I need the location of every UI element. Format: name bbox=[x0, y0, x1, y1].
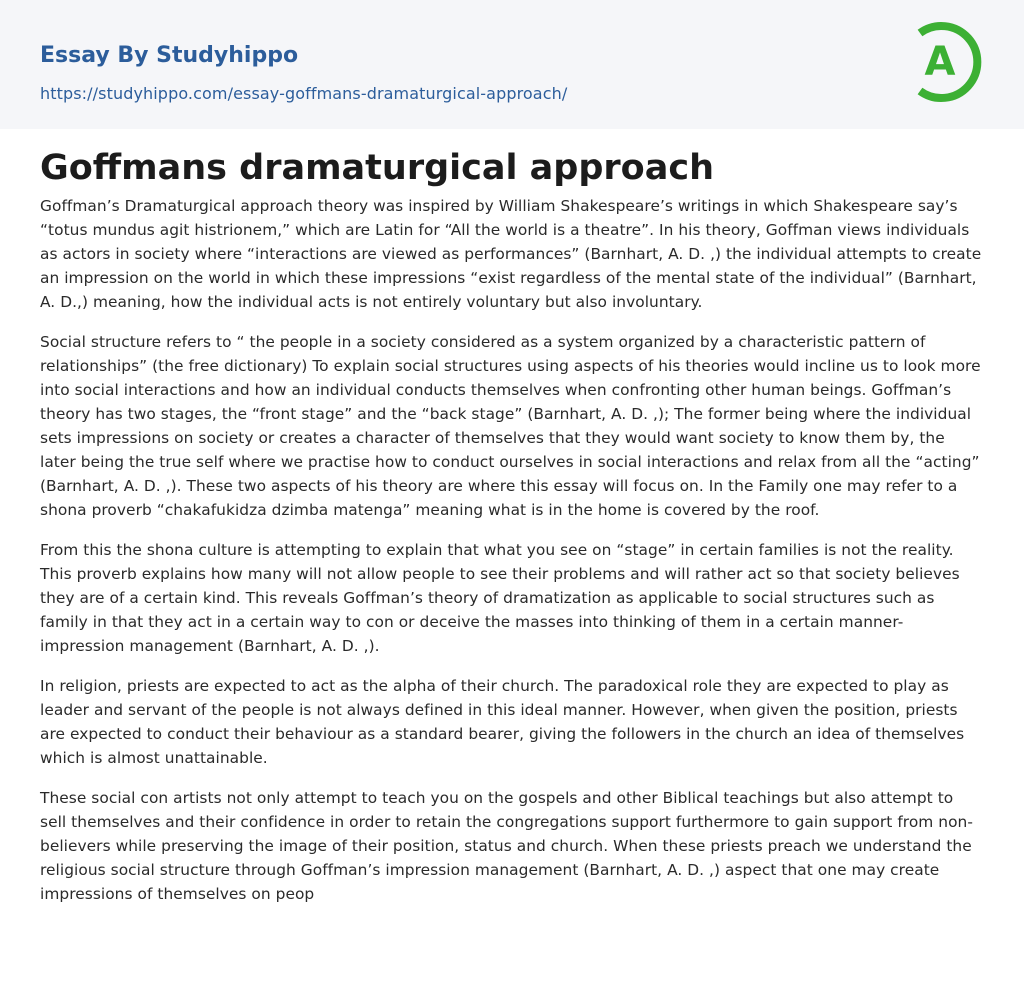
article-paragraph-4: In religion, priests are expected to act as the alpha of their church. The paradoxical role they are expected to play as leader and servant of the people is not always defined in this ideal manner. However, when given the position, priests are expected to conduct their behaviour as a standard bearer, giving the followers in the church an idea of themselves which is almost unattainable. bbox=[40, 677, 965, 767]
studyhippo-logo-icon[interactable] bbox=[912, 19, 986, 105]
site-brand[interactable]: Essay By Studyhippo bbox=[40, 43, 299, 68]
article-paragraph-1: Goffman’s Dramaturgical approach theory was inspired by William Shakespeare’s writings in which Shakespeare say’s “totus mundus agit histrionem,” which are Latin for “All the world is a theatre”. In his theory, Goffman views individuals as actors in society where “interactions are viewed as performances” (Barnhart, A. D. ,) the individual attempts to create an impression on the world in which these impressions “exist regardless of the mental state of the individual” (Barnhart, A. D.,) meaning, how the individual acts is not entirely voluntary but also involuntary. bbox=[40, 197, 982, 311]
logo-letter: A bbox=[924, 39, 956, 85]
essay-url-link[interactable]: https://studyhippo.com/essay-goffmans-dramaturgical-approach/ bbox=[40, 84, 568, 103]
article-paragraph-3: From this the shona culture is attempting to explain that what you see on “stage” in certain families is not the reality. This proverb explains how many will not allow people to see their problems and will rather act so that society believes they are of a certain kind. This reveals Goffman’s theory of dramatization as applicable to social structures such as family in that they act in a certain way to con or deceive the masses into thinking of them in a certain manner- impression management (Barnhart, A. D. ,). bbox=[40, 541, 960, 655]
article-title: Goffmans dramaturgical approach bbox=[40, 148, 714, 188]
article-content bbox=[40, 194, 984, 922]
article-paragraph-2: Social structure refers to “ the people in a society considered as a system organized by a characteristic pattern of relationships” (the free dictionary) To explain social structures using aspects of his theories would incline us to look more into social interactions and how an individual conducts themselves when confronting other human beings. Goffman’s theory has two stages, the “front stage” and the “back stage” (Barnhart, A. D. ,); The former being where the individual sets impressions on society or creates a character of themselves that they would want society to know them by, the later being the true self where we practise how to conduct ourselves in social interactions and relax from all the “acting” (Barnhart, A. D. ,). These two aspects of his theory are where this essay will focus on. In the Family one may refer to a shona proverb “chakafukidza dzimba matenga” meaning what is in the home is covered by the roof. bbox=[40, 333, 981, 519]
article-paragraph-5: These social con artists not only attempt to teach you on the gospels and other Biblical teachings but also attempt to sell themselves and their confidence in order to retain the congregations support furthermore to gain support from non-believers while preserving the image of their position, status and church. When these priests preach we understand the religious social structure through Goffman’s impression management (Barnhart, A. D. ,) aspect that one may create impressions of themselves on peop bbox=[40, 789, 973, 903]
logo-graphic bbox=[912, 19, 986, 105]
